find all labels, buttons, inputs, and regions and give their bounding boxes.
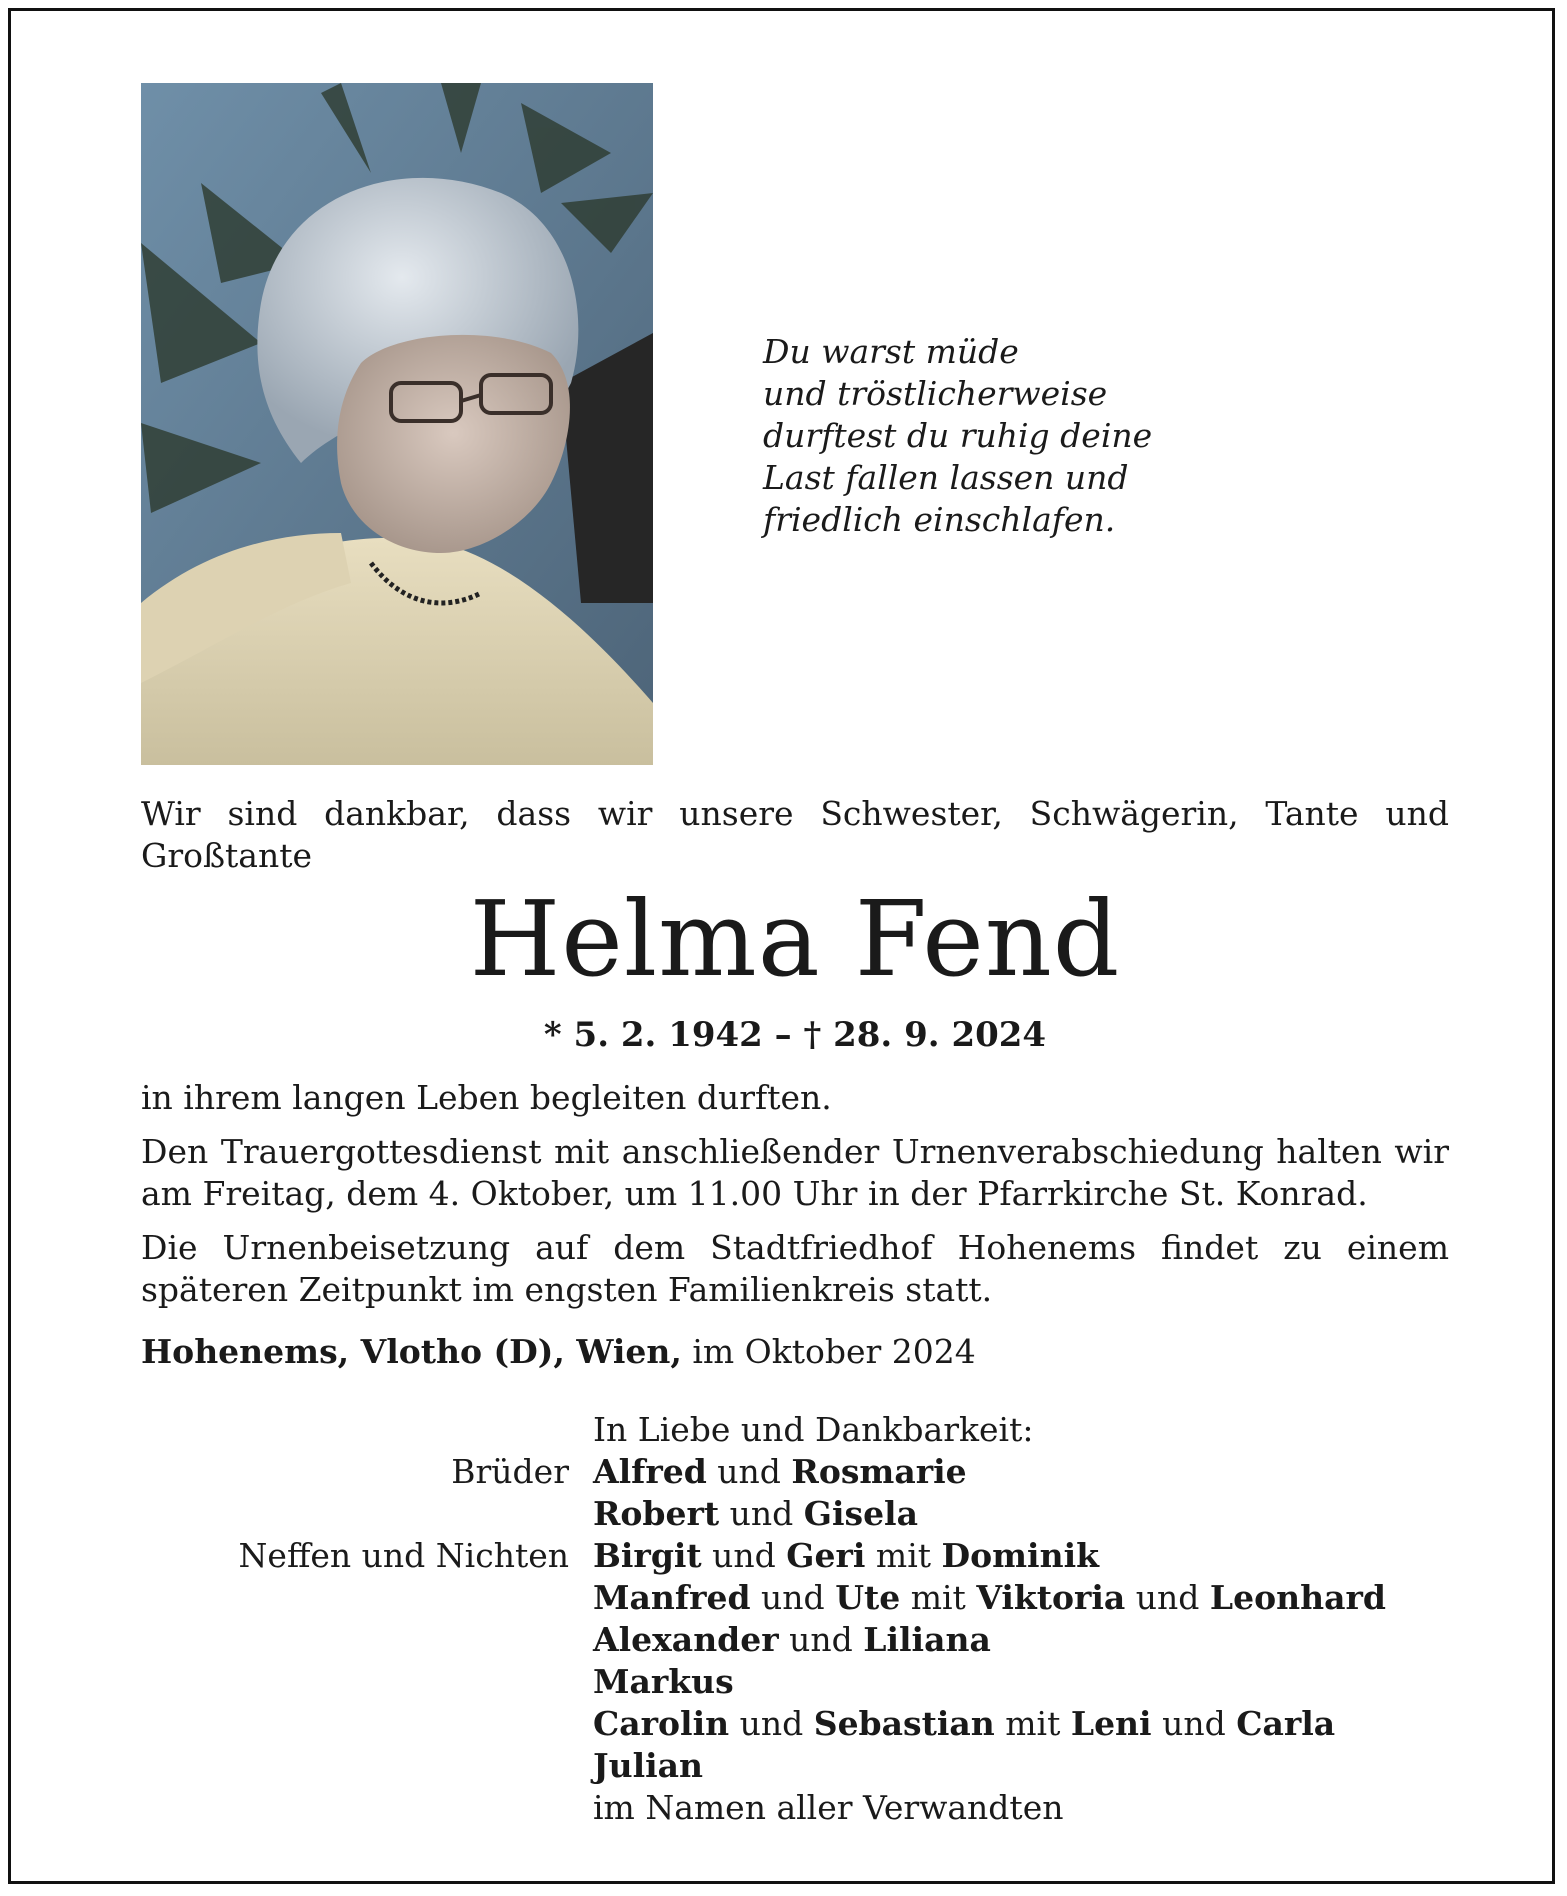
paragraph-service: Den Trauergottesdienst mit anschließender Urnenverabschiedung halten wir am Freitag, dem 4. Oktober, um 11.00 Uhr in der Pfarrkirche St. Konrad. xyxy=(141,1132,1449,1213)
signer-name: Liliana xyxy=(863,1620,991,1659)
role-brothers: Brüder xyxy=(451,1452,569,1491)
signer-name: Julian xyxy=(593,1746,704,1785)
paragraph-life: in ihrem langen Leben begleiten durften. xyxy=(141,1078,832,1117)
intro-text: Wir sind dankbar, dass wir unsere Schwester, Schwägerin, Tante und Großtante xyxy=(141,794,1449,875)
signer-row xyxy=(141,1661,1449,1703)
signer-name: Leonhard xyxy=(1209,1578,1386,1617)
date-text: im Oktober 2024 xyxy=(681,1332,976,1371)
signer-name: Alfred xyxy=(593,1452,707,1491)
signers-closing: im Namen aller Verwandten xyxy=(593,1788,1064,1827)
signer-name: Leni xyxy=(1070,1704,1152,1743)
signer-name: Carolin xyxy=(593,1704,730,1743)
life-dates: * 5. 2. 1942 – † 28. 9. 2024 xyxy=(543,1015,1047,1055)
obituary-frame xyxy=(8,8,1555,1884)
deceased-name: Helma Fend xyxy=(469,878,1121,1000)
signer-row: Manfred und Ute mit Viktoria und Leonhard xyxy=(593,1578,1386,1617)
paragraph-burial: Die Urnenbeisetzung auf dem Stadtfriedhof Hohenems findet zu einem späteren Zeitpunkt im engsten Familienkreis statt. xyxy=(141,1228,1449,1309)
signer-name: Dominik xyxy=(941,1536,1099,1575)
signer-row: Robert und Gisela xyxy=(593,1494,918,1533)
signer-name: Rosmarie xyxy=(791,1452,967,1491)
signer-row: Neffen und Nichten Birgit und Geri mit Dominik xyxy=(141,1535,1449,1577)
quote-line: und tröstlicherweise xyxy=(763,374,1108,413)
signer-name: Ute xyxy=(835,1578,901,1617)
signer-name: Robert xyxy=(593,1494,720,1533)
quote-line: durftest du ruhig deine xyxy=(763,416,1153,455)
signer-name: Birgit xyxy=(593,1536,702,1575)
signers-heading: In Liebe und Dankbarkeit: xyxy=(593,1410,1034,1449)
signer-name: Manfred xyxy=(593,1578,751,1617)
signer-name: Sebastian xyxy=(813,1704,995,1743)
quote-line: Last fallen lassen und xyxy=(763,458,1129,497)
portrait-image xyxy=(141,83,653,765)
signer-name: Markus xyxy=(593,1662,734,1701)
place-date-line xyxy=(141,1331,1449,1373)
signer-row: Carolin und Sebastian mit Leni und Carla xyxy=(593,1704,1336,1743)
signer-name: Gisela xyxy=(803,1494,918,1533)
signer-name: Carla xyxy=(1236,1704,1336,1743)
signer-row xyxy=(141,1745,1449,1787)
portrait-photo xyxy=(141,83,653,765)
signer-name: Alexander xyxy=(593,1620,779,1659)
signer-name: Viktoria xyxy=(976,1578,1126,1617)
signers-block xyxy=(141,1409,1449,1829)
quote-line: Du warst müde xyxy=(763,332,1019,371)
role-nephews: Neffen und Nichten xyxy=(238,1536,569,1575)
quote-line: friedlich einschlafen. xyxy=(763,500,1116,539)
signer-name: Geri xyxy=(786,1536,866,1575)
signer-row: Alexander und Liliana xyxy=(593,1620,991,1659)
places: Hohenems, Vlotho (D), Wien, xyxy=(141,1332,682,1371)
memorial-quote xyxy=(763,331,1283,541)
signer-row: Brüder Alfred und Rosmarie xyxy=(141,1451,1449,1493)
